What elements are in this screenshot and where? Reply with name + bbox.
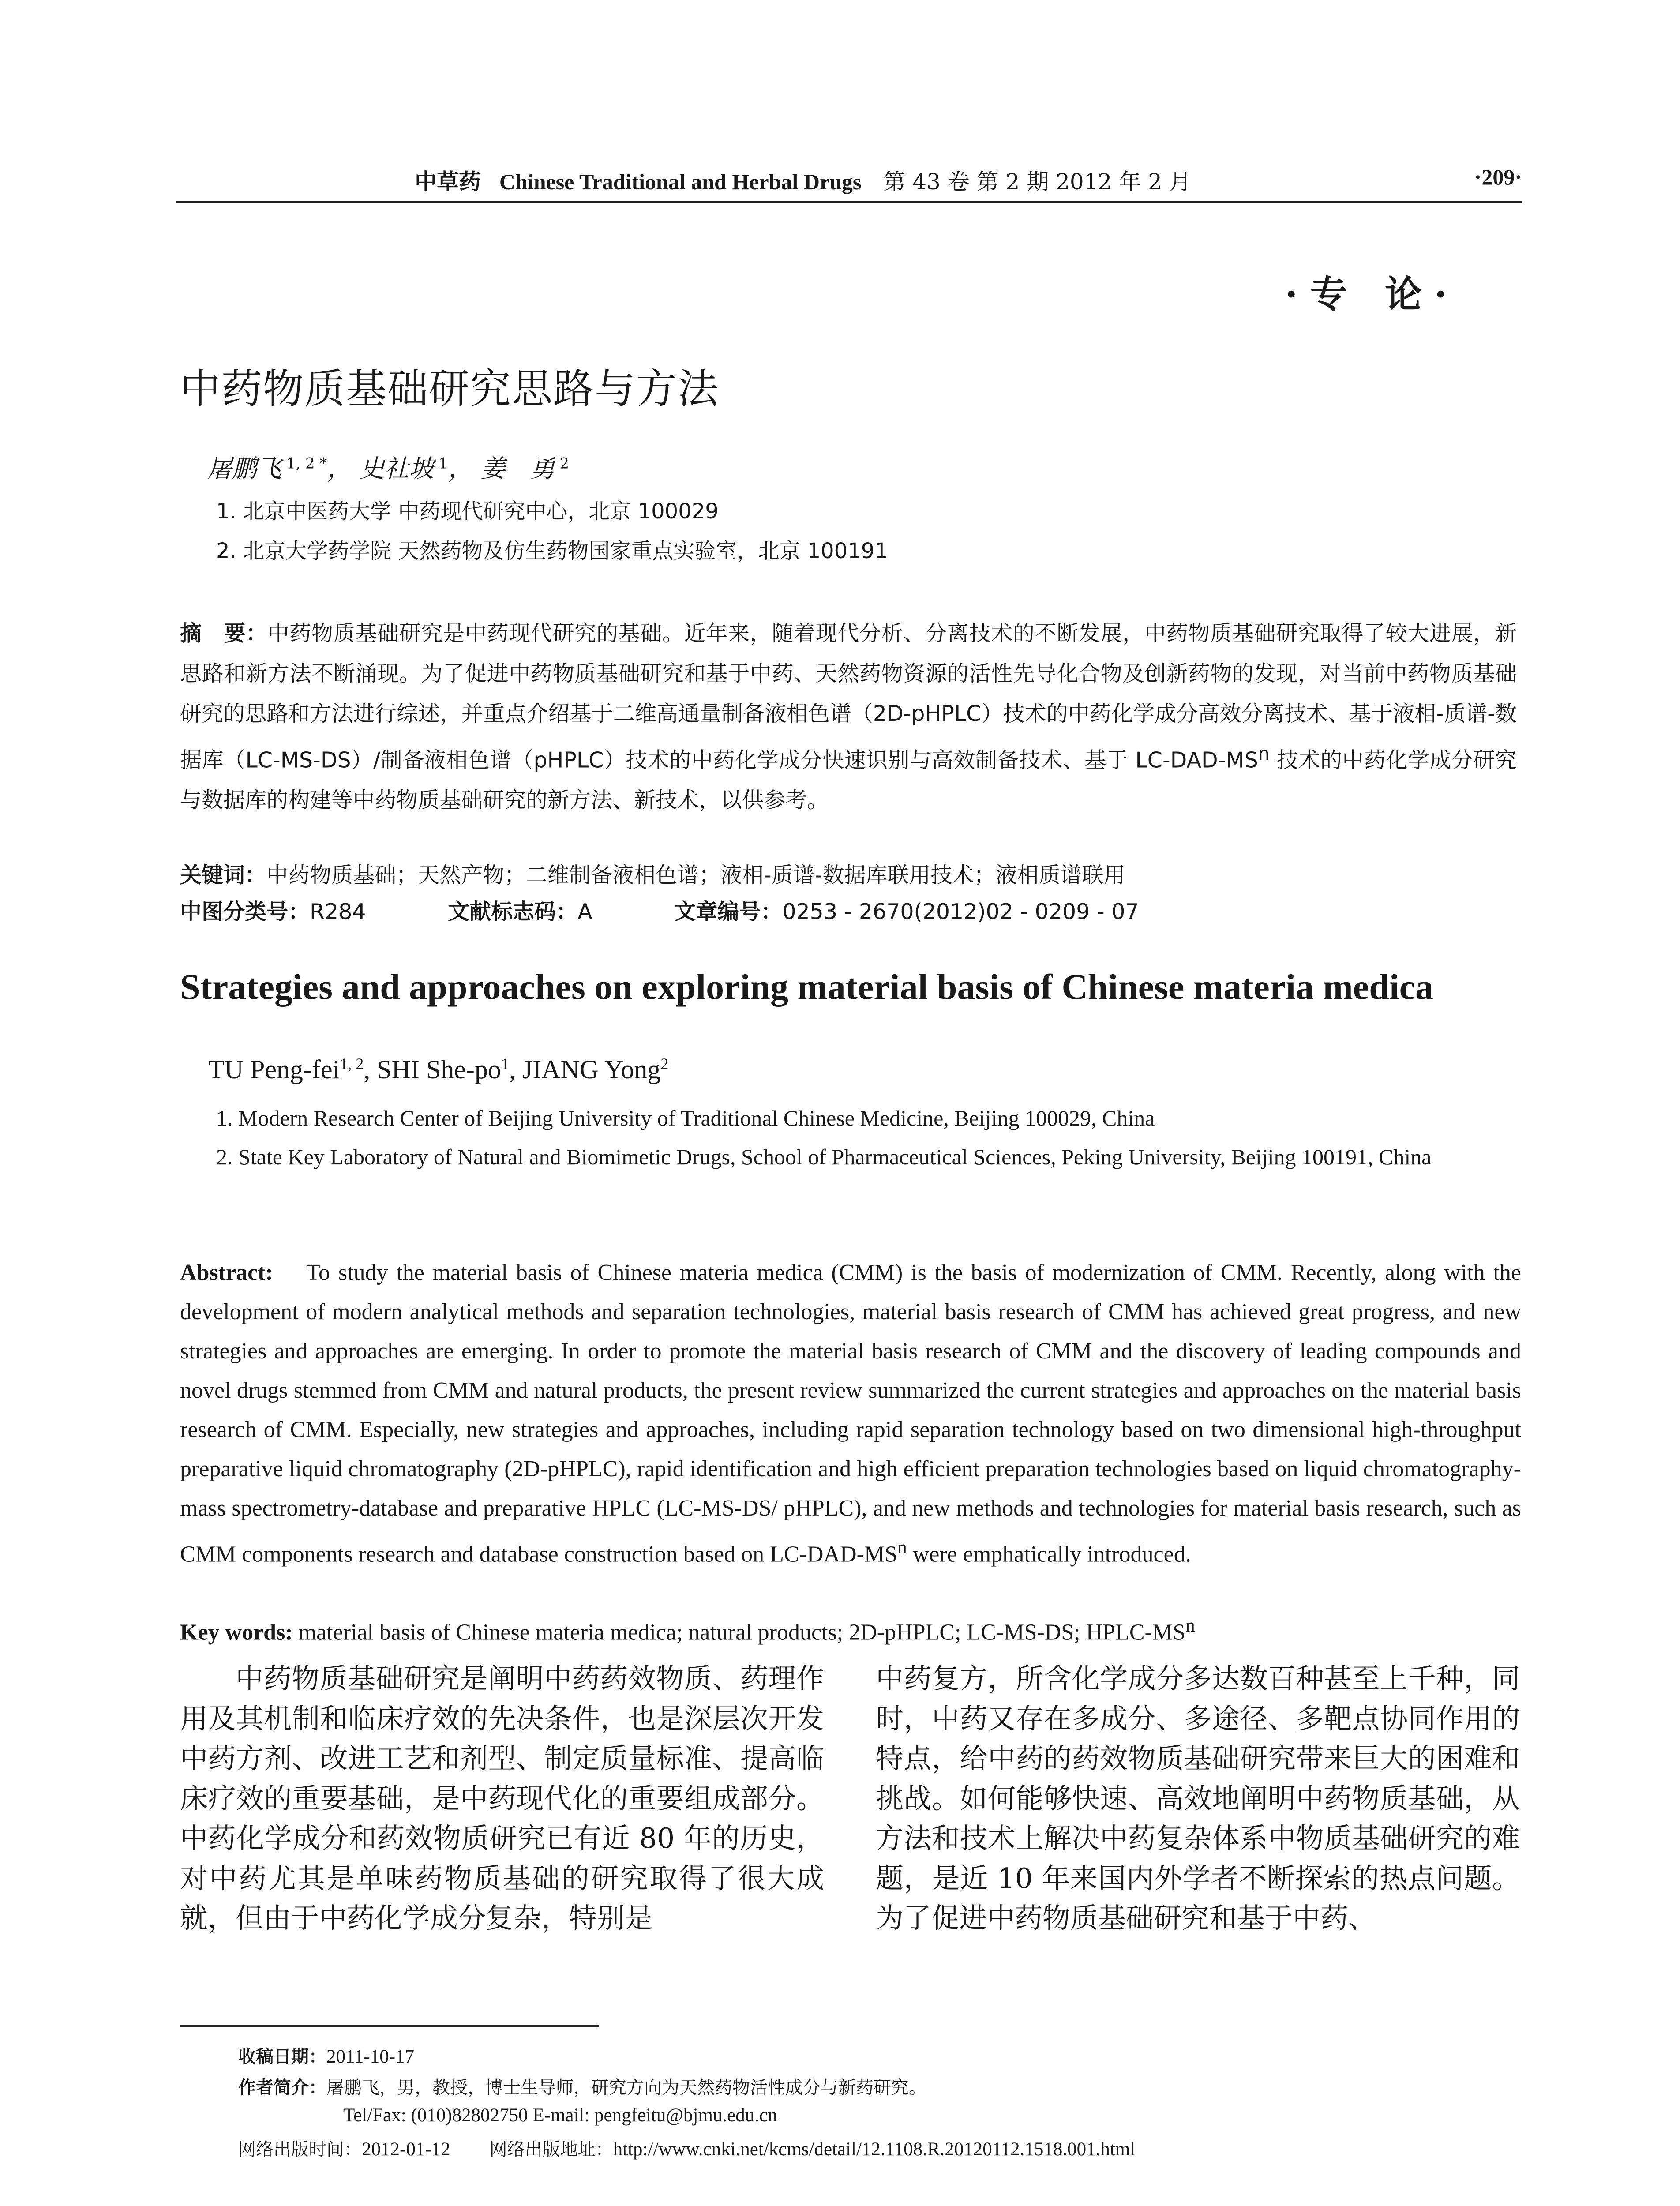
keywords-en-label: Key words:	[180, 1620, 293, 1645]
affiliation-en-2: 2. State Key Laboratory of Natural and Biomimetic Drugs, School of Pharmaceutical Sciences, Peking University, Beijing 100191, China	[216, 1144, 1432, 1169]
article-title-en: Strategies and approaches on exploring material basis of Chinese materia medica	[180, 967, 1433, 1007]
author-name-en: , JIANG Yong	[509, 1055, 661, 1084]
footnote-contact	[343, 2105, 777, 2126]
author-affiliation-mark: 1	[434, 454, 448, 473]
author-affiliation-mark: 1, 2	[340, 1055, 364, 1073]
footnote-author	[238, 2074, 926, 2099]
body-paragraph: 中药物质基础研究是阐明中药药效物质、药理作用及其机制和临床疗效的先决条件，也是深层次开发中药方剂、改进工艺和剂型、制定质量标准、提高临床疗效的重要基础，是中药现代化的重要组成部分。中药化学成分和药效物质研究已有近 80 年的历史，对中药尤其是单味药物质基础的研究取得了很大成就，但由于中药化学成分复杂，特别是	[180, 1662, 824, 1934]
header-divider	[176, 201, 1522, 203]
abstract-cn-text-end: 技术的中药化学成分研究与数据库的构建等中药物质基础研究的新方法、新技术，以供参考。	[180, 747, 1517, 813]
abstract-cn-sup: n	[1258, 743, 1270, 764]
author-name: 史社坡	[360, 454, 434, 483]
online-url-value: http://www.cnki.net/kcms/detail/12.1108.R.20120112.1518.001.html	[613, 2139, 1136, 2160]
abstract-en	[180, 1253, 1521, 1574]
body-paragraph: 中药复方，所含化学成分多达数百种甚至上千种，同时，中药又存在多成分、多途径、多靶点协同作用的特点，给中药的药效物质基础研究带来巨大的困难和挑战。如何能够快速、高效地阐明中药物质基础，从方法和技术上解决中药复杂体系中物质基础研究的难题，是近 10 年来国内外学者不断探索的热点问题。为了促进中药物质基础研究和基于中药、	[876, 1662, 1520, 1934]
doc-code-label: 文献标志码：	[448, 899, 578, 924]
author-name: 姜 勇	[480, 454, 555, 483]
footnote-received	[238, 2043, 414, 2068]
abstract-cn-text: 中药物质基础研究是中药现代研究的基础。近年来，随着现代分析、分离技术的不断发展，中药物质基础研究取得了较大进展，新思路和新方法不断涌现。为了促进中药物质基础研究和基于中药、天然药物资源的活性先导化合物及创新药物的发现，对当前中药物质基础研究的思路和方法进行综述，并重点介绍基于二维高通量制备液相色谱（2D-pHPLC）技术的中药化学成分高效分离技术、基于液相-质谱-数据库（LC-MS-DS）/制备液相色谱（pHPLC）技术的中药化学成分快速识别与高效制备技术、基于 LC-DAD-MS	[180, 621, 1517, 773]
clc-value: R284	[310, 899, 366, 924]
article-no-label: 文章编号：	[674, 899, 783, 924]
keywords-cn	[180, 855, 1517, 895]
author-name: 屠鹏飞	[207, 454, 281, 483]
keywords-cn-text: 中药物质基础；天然产物；二维制备液相色谱；液相-质谱-数据库联用技术；液相质谱联用	[266, 863, 1125, 888]
author-affiliation-mark: 1	[501, 1055, 509, 1073]
keywords-en-text: material basis of Chinese materia medica; natural products; 2D-pHPLC; LC-MS-DS; HPLC-MS	[292, 1620, 1185, 1645]
author-affiliation-mark: 2	[555, 454, 570, 473]
keywords-en	[180, 1606, 1521, 1652]
author-affiliation-mark: 1, 2 *	[281, 454, 327, 473]
body-column-left	[180, 1659, 824, 1939]
authors-en	[208, 1054, 668, 1085]
journal-name-cn: 中草药	[415, 169, 481, 195]
received-label: 收稿日期：	[238, 2047, 326, 2067]
section-label: ·专 论·	[1285, 272, 1459, 316]
abstract-cn	[180, 613, 1517, 820]
issue-info: 第 43 卷 第 2 期 2012 年 2 月	[883, 169, 1191, 195]
clc-label: 中图分类号：	[180, 899, 310, 924]
affiliation-en-1: 1. Modern Research Center of Beijing University of Traditional Chinese Medicine, Beijing 100029, China	[216, 1106, 1155, 1130]
journal-title	[415, 164, 1191, 196]
author-affiliation-mark: 2	[660, 1055, 669, 1073]
abstract-en-text-end: were emphatically introduced.	[907, 1542, 1191, 1567]
received-value: 2011-10-17	[326, 2046, 415, 2067]
article-title-cn: 中药物质基础研究思路与方法	[180, 365, 720, 413]
online-url-label: 网络出版地址：	[489, 2139, 613, 2160]
author-name-en: , SHI She-po	[364, 1055, 501, 1084]
author-name-en: TU Peng-fei	[208, 1055, 340, 1084]
contact-info: Tel/Fax: (010)82802750 E-mail: pengfeitu@bjmu.edu.cn	[343, 2105, 777, 2126]
body-column-right	[876, 1659, 1520, 1939]
journal-header	[176, 164, 1522, 199]
keywords-cn-label: 关键词：	[180, 863, 267, 888]
article-no-value: 0253 - 2670(2012)02 - 0209 - 07	[782, 899, 1139, 924]
affiliation-cn-2: 2. 北京大学药学院 天然药物及仿生药物国家重点实验室，北京 100191	[216, 539, 888, 563]
abstract-en-sup: n	[897, 1537, 907, 1558]
keywords-en-sup: n	[1185, 1615, 1195, 1636]
online-time-value: 2012-01-12	[362, 2139, 450, 2160]
abstract-en-text: To study the material basis of Chinese materia medica (CMM) is the basis of modernization of CMM. Recently, along with the development of modern analytical methods and separation technologies, material basis research of CMM has achieved great progress, and new strategies and approaches are emerging. In order to promote the material basis research of CMM and the discovery of leading compounds and novel drugs stemmed from CMM and natural products, the present review summarized the current strategies and approaches on the material basis research of CMM. Especially, new strategies and approaches, including rapid separation technology based on two dimensional high-throughput preparative liquid chromatography (2D-pHPLC), rapid identification and high efficient preparation technologies based on liquid chromatography-mass spectrometry-database and preparative HPLC (LC-MS-DS/ pHPLC), and new methods and technologies for material basis research, such as CMM components research and database construction based on LC-DAD-MS	[180, 1260, 1521, 1567]
page-number: ·209·	[1474, 165, 1522, 189]
author-bio-value: 屠鹏飞，男，教授，博士生导师，研究方向为天然药物活性成分与新药研究。	[326, 2078, 926, 2098]
online-time-label: 网络出版时间：	[238, 2139, 362, 2160]
authors-cn: 屠鹏飞 $^{1, 2 *}$， 史社坡 $^1$， 姜 勇 $^2$	[207, 454, 570, 483]
abstract-en-label: Abstract:	[180, 1260, 273, 1285]
author-bio-label: 作者简介：	[238, 2078, 326, 2098]
classification-line	[180, 895, 1139, 926]
affiliation-cn-1: 1. 北京中医药大学 中药现代研究中心，北京 100029	[216, 499, 719, 524]
footnote-divider	[180, 2025, 599, 2027]
doc-code-value: A	[578, 899, 592, 924]
abstract-cn-label: 摘 要：	[180, 621, 268, 646]
footnote-online	[238, 2135, 1135, 2161]
journal-name-en: Chinese Traditional and Herbal Drugs	[499, 169, 862, 194]
